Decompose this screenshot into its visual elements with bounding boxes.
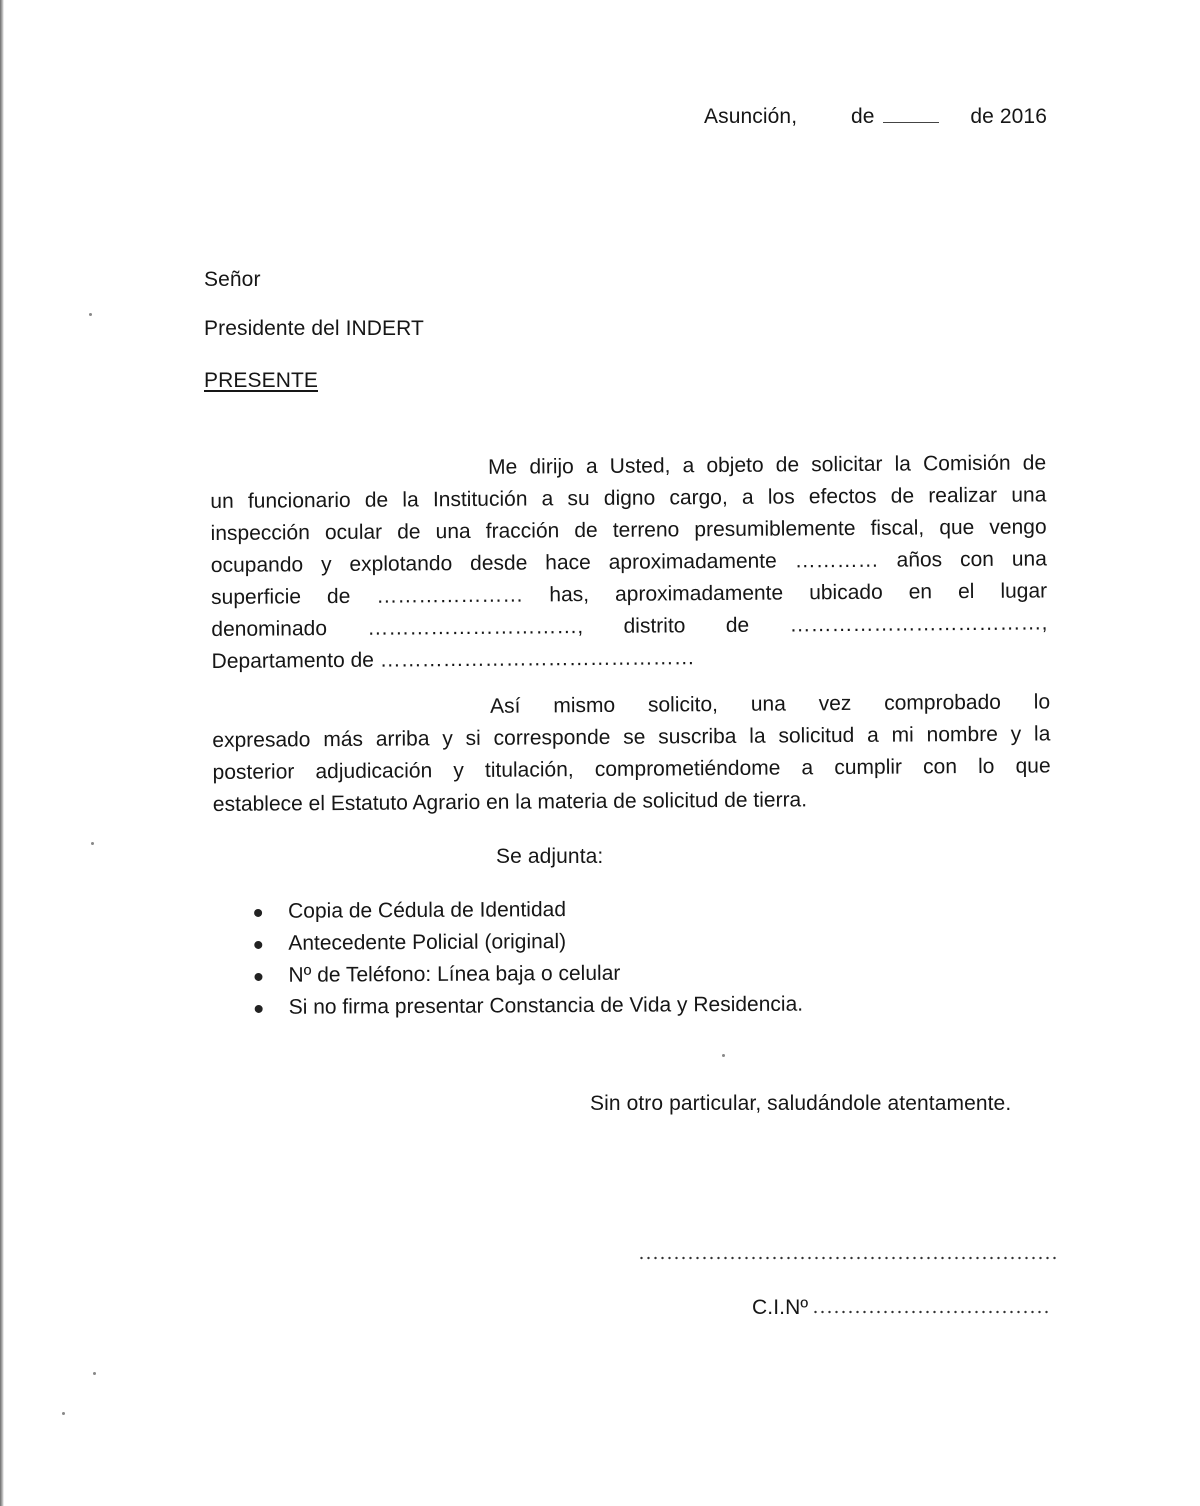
scan-speck xyxy=(89,313,92,316)
date-de: de xyxy=(851,105,875,128)
bullet-icon xyxy=(255,1005,263,1013)
recipient-title: Presidente del INDERT xyxy=(204,317,424,340)
list-item: Antecedente Policial (original) xyxy=(252,925,803,960)
bullet-icon xyxy=(254,909,262,917)
list-item: Si no firma presentar Constancia de Vida y Residencia. xyxy=(253,989,804,1024)
paragraph-line: posterior adjudicación y titulación, comprometiéndome a cumplir con lo que xyxy=(212,754,1051,784)
bullet-icon xyxy=(254,973,262,981)
scan-speck xyxy=(62,1412,65,1415)
date-line xyxy=(704,106,1047,127)
closing-line: Sin otro particular, saludándole atentamente. xyxy=(590,1092,1012,1115)
paragraph-line: un funcionario de la Institución a su digno cargo, a los efectos de realizar una xyxy=(210,483,1047,513)
paragraph-line: ocupando y explotando desde hace aproximadamente ………… años con una xyxy=(210,547,1047,577)
attachments-heading: Se adjunta: xyxy=(496,845,604,868)
signature-line xyxy=(638,1256,1058,1260)
commitment-paragraph xyxy=(212,686,1051,821)
scan-speck xyxy=(91,842,94,845)
list-item: Copia de Cédula de Identidad xyxy=(252,893,803,928)
paragraph-line: inspección ocular de una fracción de terreno presumiblemente fiscal, que vengo xyxy=(210,515,1047,545)
request-paragraph xyxy=(210,447,1048,678)
date-city: Asunción, xyxy=(704,105,798,128)
recipient-salutation: Señor xyxy=(204,268,261,291)
bullet-icon xyxy=(254,941,262,949)
scan-speck xyxy=(722,1054,725,1057)
list-item: Nº de Teléfono: Línea baja o celular xyxy=(252,957,803,992)
attachments-list xyxy=(252,893,803,1024)
ci-label: C.I.Nº xyxy=(752,1296,809,1319)
recipient-presente: PRESENTE xyxy=(204,369,318,392)
scan-speck xyxy=(93,1372,96,1375)
paragraph-line: Departamento de ……………………………………… xyxy=(211,646,695,673)
ci-dots xyxy=(812,1310,1052,1314)
paragraph-line: Me dirijo a Usted, a objeto de solicitar la Comisión de xyxy=(488,451,1047,479)
date-month-blank xyxy=(883,106,939,123)
paragraph-line: denominado …………………………, distrito de ………………………………, xyxy=(211,611,1048,641)
date-year: de 2016 xyxy=(970,105,1047,128)
ci-number-line xyxy=(752,1297,1052,1318)
paragraph-line: establece el Estatuto Agrario en la materia de solicitud de tierra. xyxy=(212,788,808,816)
paragraph-line: superficie de ………………… has, aproximadamente ubicado en el lugar xyxy=(211,579,1048,609)
paragraph-line: expresado más arriba y si corresponde se suscriba la solicitud a mi nombre y la xyxy=(212,722,1051,752)
paragraph-line: Así mismo solicito, una vez comprobado lo xyxy=(490,690,1051,718)
